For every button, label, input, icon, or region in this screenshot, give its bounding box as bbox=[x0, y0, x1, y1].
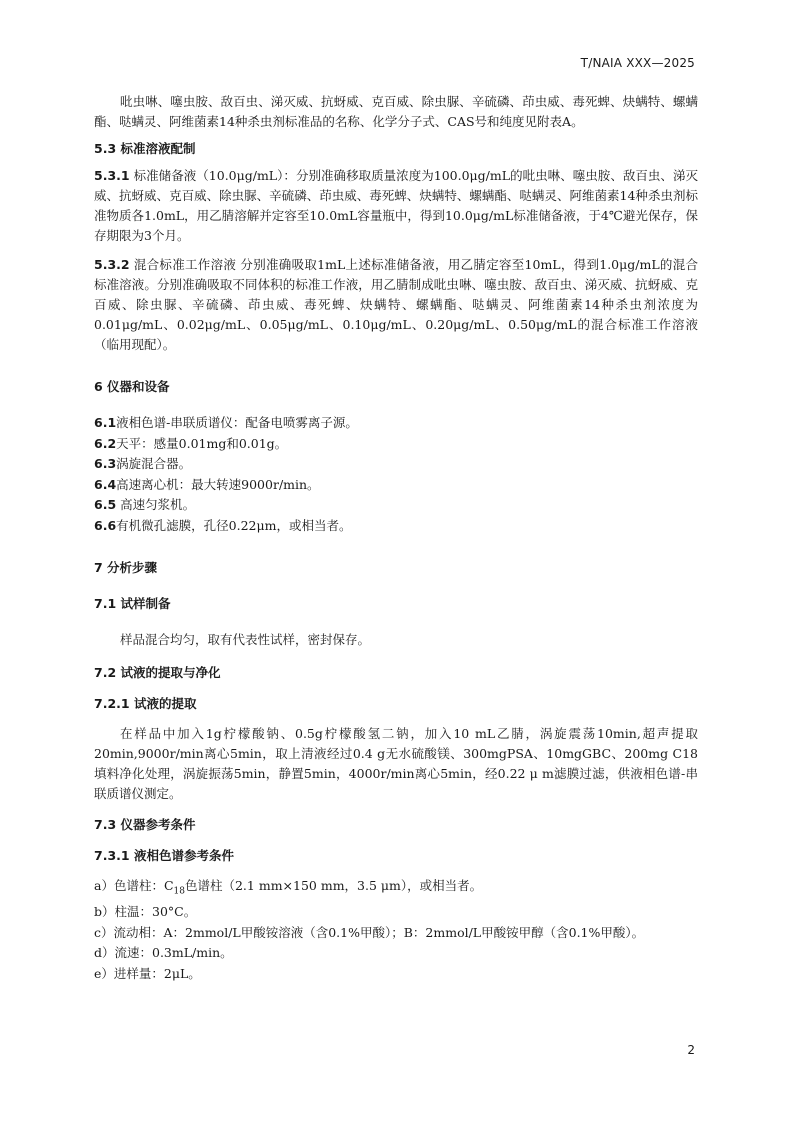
item-number: 6.2 bbox=[94, 435, 117, 451]
list-item: c）流动相：A：2mmol/L甲酸铵溶液（含0.1%甲酸）；B：2mmol/L甲酸铵甲醇（含0.1%甲酸）。 bbox=[94, 924, 645, 940]
section-7-heading: 7 分析步骤 bbox=[94, 560, 158, 575]
item-number: 6.4 bbox=[94, 476, 117, 492]
item-number: 6.3 bbox=[94, 456, 117, 471]
list-item bbox=[94, 876, 698, 902]
section-number: 5.3 bbox=[94, 141, 117, 156]
section-7-2-heading: 7.2 试液的提取与净化 bbox=[94, 665, 221, 680]
item-number: 6.5 bbox=[94, 497, 117, 512]
list-item bbox=[94, 475, 698, 496]
item-text: 高速离心机：最大转速9000r/min。 bbox=[116, 476, 320, 492]
section-number: 5.3.1 bbox=[94, 168, 130, 183]
item-text: a）色谱柱：C bbox=[94, 878, 174, 893]
subscript: 18 bbox=[173, 886, 185, 897]
section-7-3-heading: 7.3 仪器参考条件 bbox=[94, 817, 196, 832]
item-text: 液相色谱-串联质谱仪：配备电喷雾离子源。 bbox=[116, 415, 358, 430]
list-item: d）流速：0.3mL/min。 bbox=[94, 945, 233, 960]
section-7-2-1-heading: 7.2.1 试液的提取 bbox=[94, 696, 197, 711]
section-5-3-heading bbox=[94, 139, 698, 159]
intro-paragraph: 吡虫啉、噻虫胺、敌百虫、涕灭威、抗蚜威、克百威、除虫脲、辛硫磷、茚虫威、毒死蜱、炔螨特、螺螨酯、哒螨灵、阿维菌素14种杀虫剂标准品的名称、化学分子式、CAS号和纯度见附表A。 bbox=[94, 94, 698, 129]
document-header: T/NAIA XXX—2025 bbox=[580, 56, 695, 70]
list-item bbox=[94, 434, 698, 455]
list-item bbox=[94, 413, 698, 434]
section-text: 标准储备液（10.0μg/mL）：分别准确移取质量浓度为100.0μg/mL的吡虫啉、噻虫胺、敌百虫、涕灭威、抗蚜威、克百威、除虫脲、辛硫磷、茚虫威、毒死蜱、炔螨特、螺螨酯、哒螨灵、阿维菌素14种杀虫剂标准物质各1.0mL，用乙腈溶解并定容至10.0mL容量瓶中，得到10.0μg/mL标准储备液，于4℃避光保存，保存期限为3个月。 bbox=[94, 168, 698, 243]
item-text: 色谱柱（2.1 mm×150 mm，3.5 μm），或相当者。 bbox=[184, 878, 483, 893]
item-text: 有机微孔滤膜，孔径0.22μm，或相当者。 bbox=[116, 517, 352, 533]
list-item: b）柱温：30°C。 bbox=[94, 904, 197, 919]
page-content bbox=[94, 92, 698, 984]
lc-conditions-list bbox=[94, 876, 698, 984]
section-title: 标准溶液配制 bbox=[120, 141, 196, 156]
section-5-3-2 bbox=[94, 255, 698, 355]
list-item bbox=[94, 454, 698, 475]
page-number: 2 bbox=[687, 1043, 695, 1057]
section-6-heading: 6 仪器和设备 bbox=[94, 379, 170, 394]
section-7-1-text: 样品混合均匀，取有代表性试样，密封保存。 bbox=[120, 632, 371, 647]
list-item: e）进样量：2μL。 bbox=[94, 965, 201, 981]
item-text: 高速匀浆机。 bbox=[116, 497, 196, 512]
section-5-3-1 bbox=[94, 166, 698, 246]
section-number: 5.3.2 bbox=[94, 257, 130, 272]
item-text: 天平：感量0.01mg和0.01g。 bbox=[116, 435, 288, 451]
section-7-2-1-text: 在样品中加入1g柠檬酸钠、0.5g柠檬酸氢二钠，加入10 mL乙腈，涡旋震荡10min,超声提取20min,9000r/min离心5min，取上清液经过0.4 g无水硫酸镁、300mgPSA、10mgGBC、200mg C18填料净化处理，涡旋振荡5min，静置5min，4000r/min离心5min，经0.22 μ m滤膜过滤，供液相色谱-串联质谱仪测定。 bbox=[94, 726, 698, 801]
item-number: 6.1 bbox=[94, 415, 117, 430]
list-item bbox=[94, 516, 698, 537]
section-7-1-heading: 7.1 试样制备 bbox=[94, 596, 171, 611]
item-number: 6.6 bbox=[94, 517, 117, 533]
item-text: 涡旋混合器。 bbox=[116, 456, 192, 471]
list-item bbox=[94, 495, 698, 516]
equipment-list bbox=[94, 413, 698, 536]
section-text: 混合标准工作溶液 分别准确吸取1mL上述标准储备液，用乙腈定容至10mL，得到1.0μg/mL的混合标准溶液。分别准确吸取不同体积的标准工作液，用乙腈制成吡虫啉、噻虫胺、敌百虫、涕灭威、抗蚜威、克百威、除虫脲、辛硫磷、茚虫威、毒死蜱、炔螨特、螺螨酯、哒螨灵、阿维菌素14种杀虫剂浓度为0.01μg/mL、0.02μg/mL、0.05μg/mL、0.10μg/mL、0.20μg/mL、0.50μg/mL的混合标准工作溶液（临用现配）。 bbox=[94, 257, 698, 352]
section-7-3-1-heading: 7.3.1 液相色谱参考条件 bbox=[94, 848, 234, 863]
